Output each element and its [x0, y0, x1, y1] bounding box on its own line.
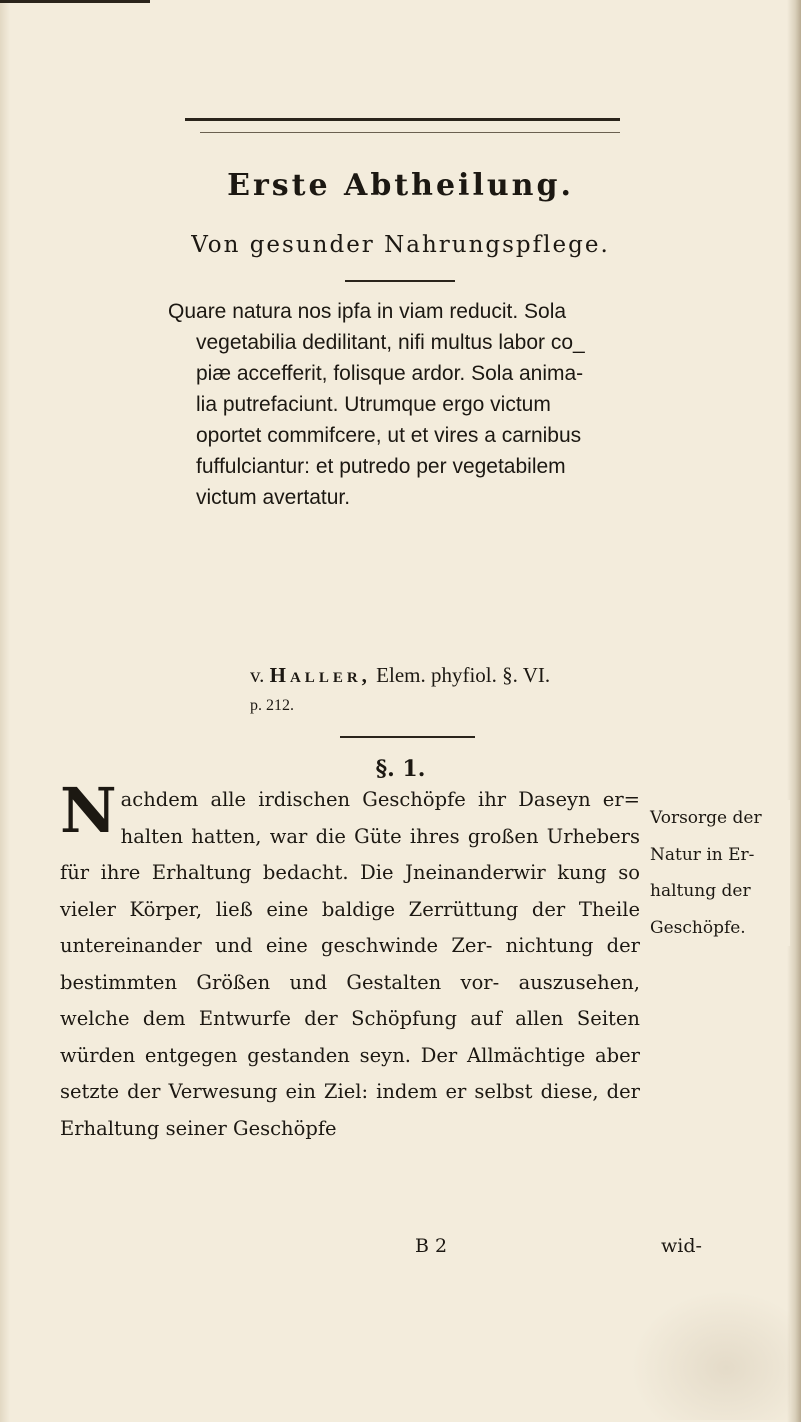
- margin-note-text: Geschöpfe.: [650, 917, 746, 938]
- catchword: wid-: [661, 1235, 702, 1257]
- citation-author: Haller,: [269, 663, 371, 687]
- signature-mark: B 2: [415, 1235, 448, 1257]
- chapter-subtitle: Von gesunder Nahrungspflege.: [191, 232, 610, 258]
- subtitle-rule: [345, 280, 455, 282]
- section-mark: §. 1.: [375, 756, 426, 782]
- epigraph-line: fuffulciantur: et putredo per vegetabilem: [196, 455, 566, 478]
- header-rule: [185, 118, 620, 121]
- section-paragraph: achdem alle irdischen Geschöpfe ihr Daseyn er= halten hatten, war die Güte ihres großen Urhebers für ihre Erhaltung bedacht. Die Jneinanderwir kung so vieler Körper, ließ eine baldige Zerrüttung der Theile untereinander und eine geschwinde Zer- nichtung der bestimmten Größen und Gestalten vor- auszusehen, welche dem Entwurfe der Schöpfung auf allen Seiten würden entgegen gestanden seyn. Der Allmächtige aber setzte der Verwesung ein Ziel: indem er selbst diese, der Erhaltung seiner Geschöpfe: [60, 788, 640, 1140]
- dropcap: N: [60, 774, 117, 847]
- margin-note-text: haltung der: [650, 881, 751, 901]
- header-rule-thin: [200, 132, 620, 133]
- citation-prefix: v.: [250, 663, 265, 687]
- epigraph-citation: [250, 663, 550, 688]
- page-shadow: [0, 0, 10, 1422]
- paper-stain: [630, 1290, 790, 1420]
- epigraph: [168, 296, 608, 513]
- epigraph-line: Quare natura nos ipfa in viam reducit. Sola: [168, 300, 567, 323]
- margin-note-text: Natur in Er-: [650, 844, 755, 865]
- epigraph-line: lia putrefaciunt. Utrumque ergo victum: [196, 393, 551, 416]
- epigraph-line: oportet commifcere, ut et vires a carnibus: [196, 424, 582, 447]
- page-edge: [787, 0, 801, 1422]
- citation-page: p. 212.: [250, 697, 294, 714]
- section-text: [60, 774, 640, 1147]
- epigraph-line: victum avertatur.: [196, 486, 351, 509]
- margin-note-text: Vorsorge der: [650, 808, 762, 828]
- chapter-title: Erste Abtheilung.: [227, 168, 574, 203]
- epigraph-line: vegetabilia dedilitant, nifi multus labor co_: [196, 331, 585, 354]
- citation-work: Elem. phyfiol. §. VI.: [376, 663, 551, 687]
- margin-note-column: [650, 800, 790, 946]
- epigraph-rule: [340, 736, 475, 738]
- epigraph-line: piæ accefferit, folisque ardor. Sola anima-: [196, 362, 584, 385]
- top-rule: [0, 0, 150, 3]
